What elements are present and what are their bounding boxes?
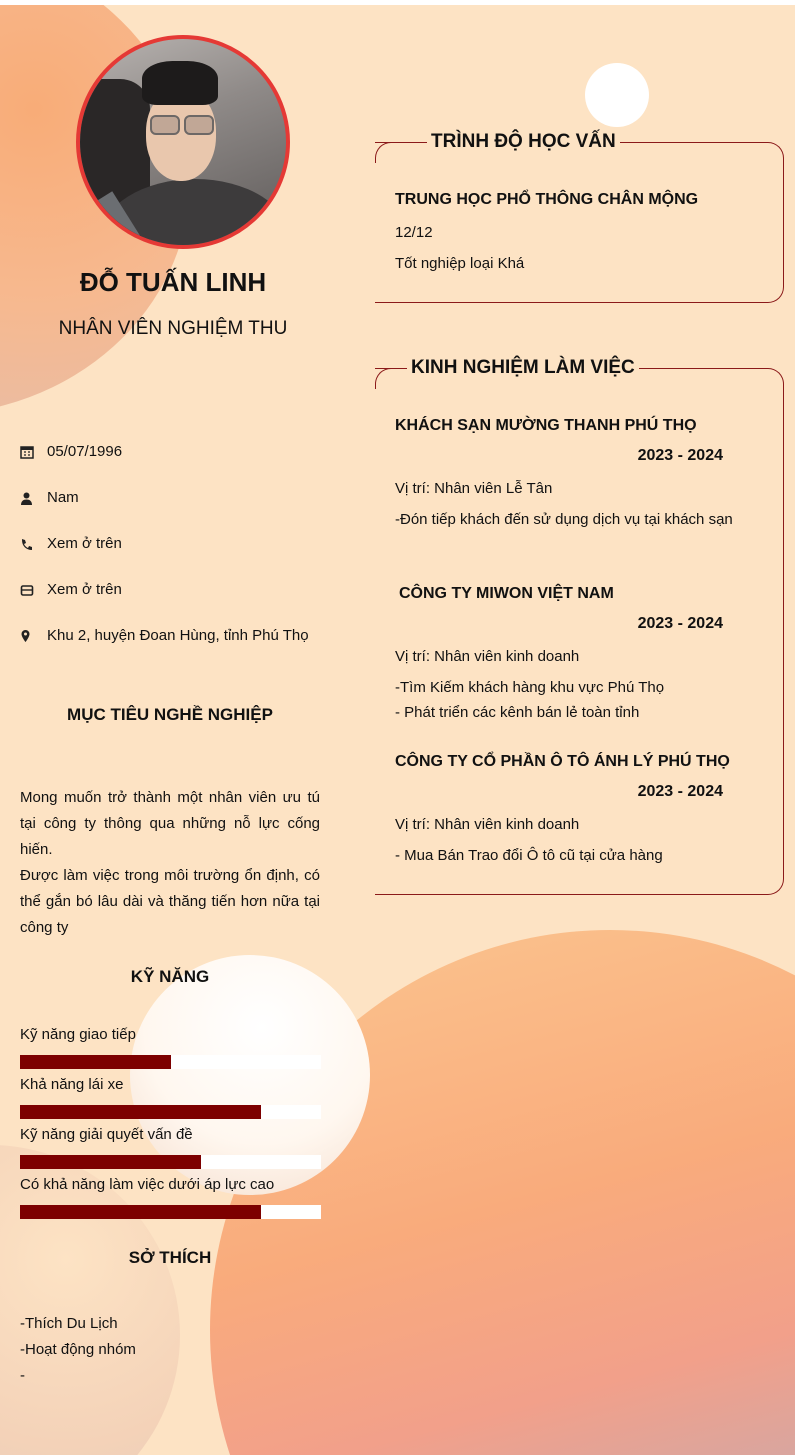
- job-position: Vị trí: Nhân viên Lễ Tân: [395, 480, 553, 497]
- skill-item: [20, 1023, 321, 1073]
- hobby-item: -Hoạt động nhóm: [20, 1341, 136, 1358]
- school-name: TRUNG HỌC PHỔ THÔNG CHÂN MỘNG: [395, 191, 699, 208]
- job-description: -Đón tiếp khách đến sử dụng dịch vụ tại khách sạn: [395, 511, 733, 528]
- company-name: KHÁCH SẠN MƯỜNG THANH PHÚ THỌ: [395, 417, 697, 434]
- skill-bar-fill: [20, 1105, 261, 1119]
- school-grade: 12/12: [395, 224, 433, 241]
- company-name: CÔNG TY MIWON VIỆT NAM: [399, 585, 614, 602]
- experience-section: [375, 357, 784, 895]
- objective-title: MỤC TIÊU NGHỀ NGHIỆP: [67, 705, 273, 724]
- skill-bar: [20, 1155, 321, 1169]
- contact-text: Xem ở trên: [47, 581, 122, 598]
- job-position: Vị trí: Nhân viên kinh doanh: [395, 816, 580, 833]
- contact-address: [20, 623, 310, 649]
- contact-email: [20, 577, 310, 603]
- skill-label: Kỹ năng giải quyết vấn đề: [20, 1126, 193, 1143]
- school-result: Tốt nghiệp loại Khá: [395, 255, 525, 272]
- location-icon: [20, 623, 47, 649]
- contact-list: [20, 439, 310, 669]
- calendar-icon: [20, 439, 47, 465]
- job-description: - Mua Bán Trao đổi Ô tô cũ tại cửa hàng: [395, 847, 663, 864]
- job-description: - Phát triển các kênh bán lẻ toàn tỉnh: [395, 704, 640, 721]
- person-icon: [20, 485, 47, 511]
- job-description: -Tìm Kiếm khách hàng khu vực Phú Thọ: [395, 679, 665, 696]
- contact-text: Khu 2, huyện Đoan Hùng, tỉnh Phú Thọ: [47, 627, 309, 644]
- education-section: [375, 131, 784, 303]
- skills-title: KỸ NĂNG: [130, 967, 210, 986]
- objective-text: [20, 785, 320, 941]
- skill-bar-fill: [20, 1055, 171, 1069]
- decor-circle-white: [585, 63, 649, 127]
- contact-birthday: [20, 439, 310, 465]
- skill-bar: [20, 1105, 321, 1119]
- education-title: TRÌNH ĐỘ HỌC VẤN: [427, 131, 620, 153]
- contact-text: 05/07/1996: [47, 443, 123, 460]
- hobby-item: -: [20, 1367, 25, 1384]
- job-years: 2023 - 2024: [637, 615, 723, 632]
- skill-label: Có khả năng làm việc dưới áp lực cao: [20, 1176, 275, 1193]
- skill-item: [20, 1073, 321, 1123]
- skill-bar: [20, 1055, 321, 1069]
- avatar: [76, 35, 290, 249]
- hobbies-title: SỞ THÍCH: [128, 1248, 212, 1267]
- objective-line: Được làm việc trong môi trường ổn định, có thể gắn bó lâu dài và thăng tiến hơn nữa tại công ty: [20, 867, 320, 936]
- skill-bar-fill: [20, 1205, 261, 1219]
- skill-item: [20, 1123, 321, 1173]
- objective-line: Mong muốn trở thành một nhân viên ưu tú tại công ty thông qua những nỗ lực cống hiến.: [20, 789, 320, 858]
- job-years: 2023 - 2024: [637, 783, 723, 800]
- cv-page: [0, 5, 795, 1455]
- skill-bar-fill: [20, 1155, 201, 1169]
- skill-item: [20, 1173, 321, 1223]
- contact-gender: [20, 485, 310, 511]
- contact-text: Nam: [47, 489, 79, 506]
- contact-phone: [20, 531, 310, 557]
- hobbies-list: [20, 1311, 136, 1389]
- phone-icon: [20, 531, 47, 557]
- email-icon: [20, 577, 47, 603]
- experience-title: KINH NGHIỆM LÀM VIỆC: [407, 357, 639, 379]
- skill-label: Kỹ năng giao tiếp: [20, 1026, 136, 1043]
- skill-label: Khả năng lái xe: [20, 1076, 124, 1093]
- skills-list: [20, 1023, 321, 1223]
- contact-text: Xem ở trên: [47, 535, 122, 552]
- job-years: 2023 - 2024: [637, 447, 723, 464]
- candidate-name: ĐỖ TUẤN LINH: [79, 267, 267, 297]
- job-position: Vị trí: Nhân viên kinh doanh: [395, 648, 580, 665]
- candidate-job-title: NHÂN VIÊN NGHIỆM THU: [58, 318, 288, 339]
- company-name: CÔNG TY CỔ PHẦN Ô TÔ ÁNH LÝ PHÚ THỌ: [395, 753, 730, 770]
- skill-bar: [20, 1205, 321, 1219]
- hobby-item: -Thích Du Lịch: [20, 1315, 118, 1332]
